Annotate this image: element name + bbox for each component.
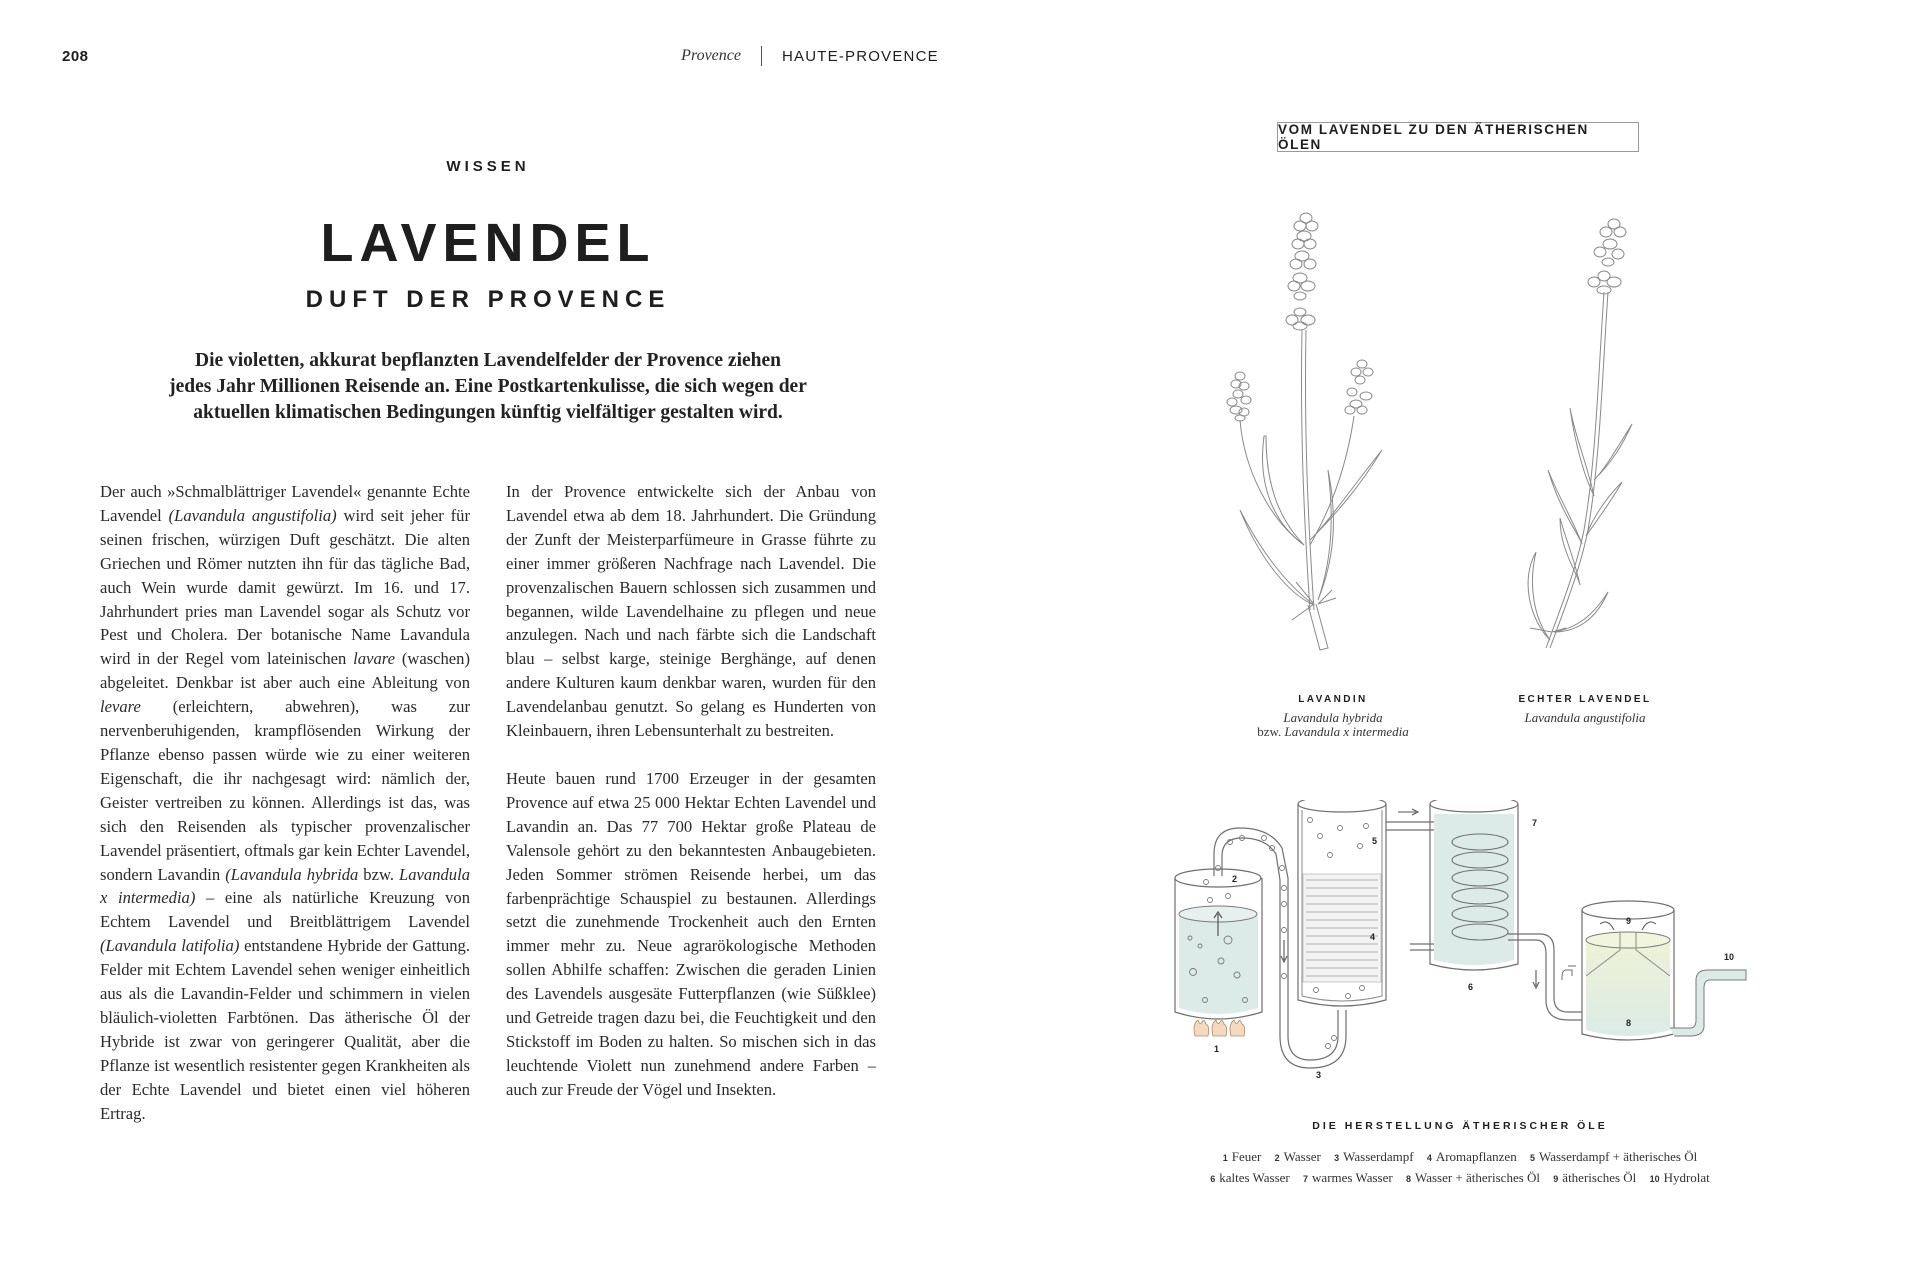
- text-run: – eine als natürliche Kreuzung von Echtem Lavendel und Breitblättrigem Lavendel: [100, 888, 471, 932]
- legend-number: 2: [1274, 1153, 1280, 1163]
- text-run: (erleichtern, abwehren), was zur nervenberuhigenden, krampflösenden Wirkung der Pflanze ebenso passen würde wie zu einer weiteren Eigenschaft, die ihr nachgesagt wird: nämlich der, Geister vertreiben zu können. Allerdings ist das, was sich den Reisenden als typischer provenzalischer Lavendel präsentiert, oftmals gar kein Echter Lavendel, sondern Lavandin: [100, 697, 470, 884]
- latin-word: levare: [100, 697, 141, 717]
- legend-label: Wasserdampf + ätherisches Öl: [1538, 1149, 1698, 1164]
- diagram-marker-9: 9: [1626, 916, 1632, 926]
- legend-item: [1406, 1170, 1540, 1185]
- legend-label: ätherisches Öl: [1562, 1170, 1637, 1185]
- article-kicker: WISSEN: [446, 158, 530, 175]
- lavandin-plant-icon: [1227, 213, 1382, 650]
- latin-name: Lavandula x intermedia): [100, 864, 471, 908]
- plant-label-echter-lavendel: [1470, 694, 1700, 725]
- condenser-vessel: [1410, 800, 1518, 970]
- text-run: wird seit jeher für seinen frischen, würzigen Duft geschätzt. Die alten Griechen und Römer nutzten ihn für das tägliche Bad, auch Wein wurde damit gewürzt. Im 16. und 17. Jahrhundert pries man Lavendel sogar als Schutz vor Pest und Cholera. Der botanische Name Lavandula wird in der Regel vom lateinischen: [100, 505, 470, 669]
- diagram-marker-10: 10: [1724, 952, 1735, 962]
- lavender-plants-illustration: [1220, 200, 1700, 680]
- legend-number: 7: [1303, 1174, 1309, 1184]
- intro-line: jedes Jahr Millionen Reisende an. Eine Postkartenkulisse, die sich wegen der: [169, 376, 807, 397]
- page-number: 208: [62, 48, 89, 65]
- running-head-chapter: Provence: [681, 47, 741, 64]
- legend-number: 10: [1649, 1174, 1660, 1184]
- intro-line: aktuellen klimatischen Bedingungen künftig vielfältiger gestalten wird.: [193, 402, 783, 423]
- legend-number: 9: [1553, 1174, 1559, 1184]
- plant-label-lavandin: [1218, 694, 1448, 739]
- body-paragraph: [100, 480, 470, 1125]
- tap-icon: [1562, 966, 1576, 980]
- body-paragraph: In der Provence entwickelte sich der Anbau von Lavendel etwa ab dem 18. Jahrhundert. Die Gründung der Zunft der Meisterparfümeure in Grasse führte zu einer immer größeren Nachfrage nach Lavendel. Die provenzalischen Bauern schlossen sich zusammen und begannen, wilde Lavendelhaine zu pflegen und neue anzulegen. Nach und nach färbte sich die Landschaft blau – selbst karge, steinige Berghänge, auf denen andere Kulturen kaum denkbar waren, wurden für den Lavendelanbau genutzt. So gelang es Hunderten von Kleinbauern, ihren Lebensunterhalt zu bestreiten.: [506, 482, 876, 741]
- diagram-legend-row-2: [1170, 1170, 1750, 1186]
- text-run: Der auch »Schmalblättriger Lavendel« genannte Echte Lavendel: [100, 482, 470, 525]
- latin-prefix: bzw.: [1257, 724, 1285, 739]
- legend-number: 1: [1222, 1153, 1228, 1163]
- diagram-marker-5: 5: [1372, 836, 1378, 846]
- infographic-title-box: VOM LAVENDEL ZU DEN ÄTHERISCHEN ÖLEN: [1277, 122, 1639, 152]
- running-head-section: HAUTE-PROVENCE: [781, 47, 939, 65]
- legend-number: 6: [1210, 1174, 1216, 1184]
- legend-label: Wasserdampf: [1343, 1149, 1414, 1164]
- body-paragraph: Heute bauen rund 1700 Erzeuger in der gesamten Provence auf etwa 25 000 Hektar Echten Lavendel und Lavandin an. Das 77 700 Hektar große Plateau de Valensole gehört zu den bekanntesten Anbaugebieten. Jeden Sommer strömen Reisende herbei, um das farbenprächtige Schauspiel zu bestaunen. Allerdings setzt die zunehmende Trockenheit auch den Ernten immer mehr zu. Neue agrarökologische Methoden sollen Abhilfe schaffen: Zwischen die geraden Linien des Lavendels ausgesäte Futterpflanzen (wie Süßklee) und Getreide tragen dazu bei, die Feuchtigkeit und den Stickstoff im Boden zu halten. So mischen sich in das leuchtende Violett nun zunehmend andere Farben – auch zur Freude der Vögel und Insekten.: [506, 768, 876, 1099]
- legend-item: [1275, 1149, 1321, 1164]
- legend-number: 5: [1529, 1153, 1535, 1163]
- latin-word: lavare: [353, 649, 395, 669]
- plant-common-name: ECHTER LAVENDEL: [1518, 694, 1652, 705]
- text-run: (waschen) abgeleitet. Denkbar ist aber auch eine Ableitung von: [100, 649, 470, 693]
- plant-common-name: LAVANDIN: [1298, 694, 1368, 705]
- legend-item: [1650, 1170, 1710, 1185]
- legend-number: 8: [1405, 1174, 1411, 1184]
- text-run: entstandene Hybride der Gattung. Felder mit Echtem Lavendel sehen weniger einheitlich aus als die Lavandin-Felder und schimmern in vielen bläulich-violetten Farbtönen. Das ätherische Öl der Hybride ist zwar von geringerer Qualität, aber die Pflanze ist wesentlich resistenter gegen Krankheiten als der Echte Lavendel und bietet einen viel höheren Ertrag.: [100, 936, 470, 1123]
- diagram-legend-row-1: [1170, 1149, 1750, 1165]
- plant-latin-name: Lavandula angustifolia: [1524, 710, 1646, 725]
- legend-item: [1334, 1149, 1413, 1164]
- diagram-title: DIE HERSTELLUNG ÄTHERISCHER ÖLE: [1312, 1120, 1608, 1132]
- plant-column-vessel: [1298, 800, 1386, 1006]
- diagram-marker-2: 2: [1232, 874, 1238, 884]
- running-head-divider: [761, 46, 762, 66]
- legend-label: warmes Wasser: [1312, 1170, 1393, 1185]
- legend-label: Wasser: [1283, 1149, 1321, 1164]
- diagram-marker-7: 7: [1532, 818, 1538, 828]
- legend-item: [1553, 1170, 1636, 1185]
- text-run: bzw.: [358, 864, 400, 884]
- article-subtitle: DUFT DER PROVENCE: [305, 286, 671, 313]
- legend-item: [1303, 1170, 1393, 1185]
- legend-number: 3: [1334, 1153, 1340, 1163]
- latin-alt-name: Lavandula x intermedia: [1284, 724, 1409, 739]
- boiler-vessel: [1175, 866, 1262, 1020]
- echter-lavendel-plant-icon: [1528, 219, 1632, 648]
- latin-name: (Lavandula hybrida: [225, 864, 359, 884]
- legend-label: kaltes Wasser: [1219, 1170, 1290, 1185]
- legend-label: Hydrolat: [1663, 1170, 1710, 1185]
- distillation-diagram: [1170, 800, 1750, 1090]
- legend-item: [1210, 1170, 1290, 1185]
- diagram-marker-3: 3: [1316, 1070, 1322, 1080]
- body-column-2: [506, 480, 876, 1126]
- legend-number: 4: [1426, 1153, 1432, 1163]
- legend-item: [1427, 1149, 1517, 1164]
- running-head: [600, 46, 1020, 66]
- latin-name: (Lavandula angustifolia): [168, 505, 337, 525]
- legend-label: Wasser + ätherisches Öl: [1414, 1170, 1541, 1185]
- diagram-marker-6: 6: [1468, 982, 1474, 992]
- plant-latin-name: Lavandula hybrida: [1283, 710, 1383, 725]
- diagram-marker-4: 4: [1370, 932, 1376, 942]
- plant-latin-name-alt: [1218, 725, 1448, 739]
- latin-name: (Lavandula latifolia): [100, 936, 240, 956]
- legend-label: Feuer: [1231, 1149, 1262, 1164]
- article-title: LAVENDEL: [320, 213, 656, 273]
- body-column-1: [100, 480, 470, 1149]
- legend-item: [1530, 1149, 1697, 1164]
- legend-label: Aromapflanzen: [1435, 1149, 1517, 1164]
- legend-item: [1223, 1149, 1262, 1164]
- fire-icon: [1194, 1020, 1245, 1036]
- diagram-marker-8: 8: [1626, 1018, 1632, 1028]
- intro-line: Die violetten, akkurat bepflanzten Lavendelfelder der Provence ziehen: [194, 350, 781, 371]
- diagram-marker-1: 1: [1214, 1044, 1220, 1054]
- article-intro: [160, 348, 816, 426]
- separator-vessel: [1582, 901, 1746, 1040]
